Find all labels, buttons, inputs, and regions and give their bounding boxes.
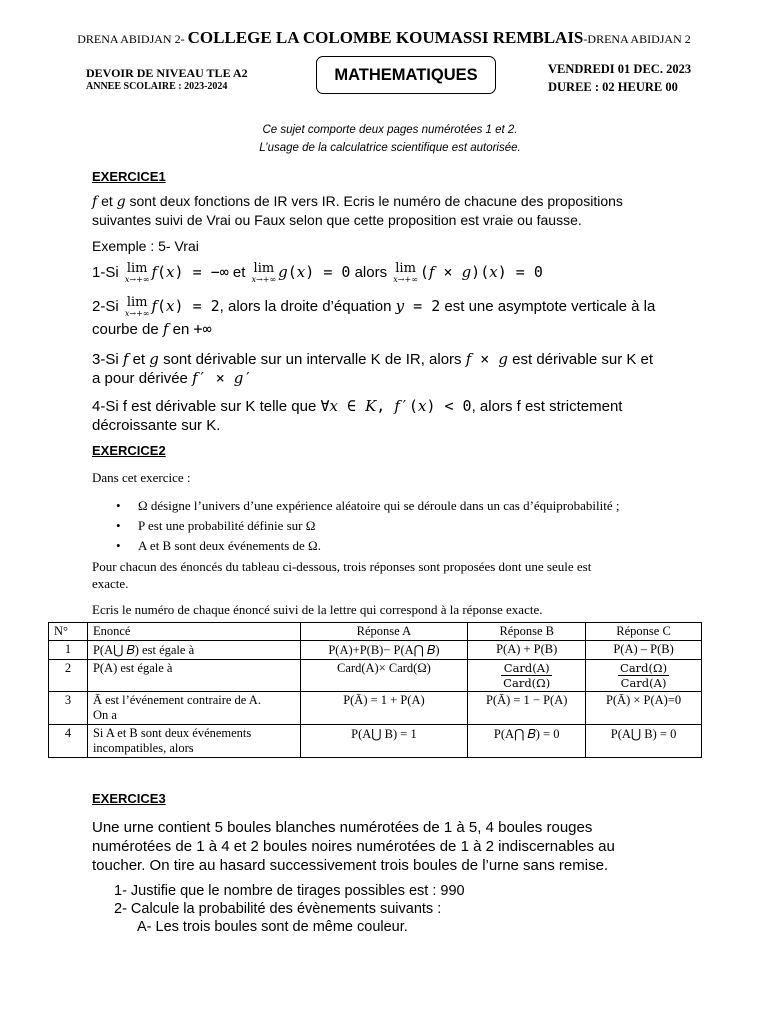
notice-line-2: L’usage de la calculatrice scientifique est autorisée. [259,142,521,154]
table-header-row [49,623,702,641]
drena-left: DRENA ABIDJAN 2- [77,32,185,46]
enonce-cell: Ā est l’événement contraire de A. On a [87,692,300,725]
ex3-statement: Une urne contient 5 boules blanches numérotées de 1 à 5, 4 boules rouges numérotées de 1 à 4 et 2 boules noires numérotées de 1 à 2 indiscernables au toucher. On tire au hasard successivement trois boules de l’urne sans remise. [92,819,615,874]
subject-title: MATHEMATIQUES [334,65,478,84]
ex1-prop-2: 2-Si lim x→+∞ f(x) = 2, alors la droite d’équation y = 2 est une asymptote verticale à la courbe de f en +∞ [92,295,656,338]
header-cell: Réponse B [468,623,586,641]
enonce-cell: P(A⋃ 𝐵) est égale à [87,641,300,660]
list-item: • A et B sont deux événements de Ω. [92,536,712,556]
ex2-paragraph-1: Pour chacun des énoncés du tableau ci-dessous, trois réponses sont proposées dont une seule est exacte. [92,559,592,591]
school-name: COLLEGE LA COLOMBE KOUMASSI REMBLAIS [187,28,584,47]
notice-line-1: Ce sujet comporte deux pages numérotées 1 et 2. [262,124,518,136]
list-item: • P est une probabilité définie sur Ω [92,516,712,536]
ex3-questions [114,882,714,936]
reponse-a-cell: Card(A)× Card(Ω) [300,660,468,692]
ex1-intro: f et g sont deux fonctions de IR vers IR. Ecris le numéro de chacune des propositions suivantes suivi de Vrai ou Faux selon que cette proposition est vraie ou fausse. [92,193,623,228]
question-2a: A- Les trois boules sont de même couleur. [137,919,408,935]
reponse-b-cell: P(A) + P(B) [468,641,586,660]
ex2-bullet-list [92,496,712,556]
drena-right: -DRENA ABIDJAN 2 [583,32,691,46]
reponse-b-cell [468,660,586,692]
ex2-paragraph-2: Ecris le numéro de chaque énoncé suivi de la lettre qui correspond à la réponse exacte. [92,602,543,617]
row-number: 1 [49,641,88,660]
table-row [49,692,702,725]
fraction: $\frac{\text{Card(Ω)}}{\text{Card(A)}}$ [620,661,668,690]
reponse-a-cell: P(A)+P(B)− P(A⋂ 𝐵) [300,641,468,660]
reponse-c-cell: P(A⋃ B) = 0 [586,725,702,758]
list-item: • Ω désigne l’univers d’une expérience aléatoire qui se déroule dans un cas d’équiprobabilité ; [92,496,712,516]
ex1-example: Exemple : 5- Vrai [92,238,199,254]
reponse-c-cell: P(Ā) × P(A)=0 [586,692,702,725]
header-cell: Réponse C [586,623,702,641]
exam-date: VENDREDI 01 DEC. 2023 [548,62,692,76]
header-cell: Enoncé [87,623,300,641]
exercice2-title: EXERCICE2 [92,443,166,458]
enonce-cell: Si A et B sont deux événements incompatibles, alors [87,725,300,758]
row-number: 3 [49,692,88,725]
reponse-b-cell: P(A⋂ 𝐵) = 0 [468,725,586,758]
row-number: 4 [49,725,88,758]
table-row [49,725,702,758]
annee-scolaire: ANNEE SCOLAIRE : 2023-2024 [86,81,228,92]
question-2: 2- Calcule la probabilité des évènements suivants : [114,901,442,917]
table-row [49,641,702,660]
school-header-line [0,28,768,49]
ex1-prop-3: 3-Si f et g sont dérivable sur un intervalle K de IR, alors f × g est dérivable sur K et a pour dérivée f′ × g′ [92,350,654,387]
subject-box [316,56,496,94]
table-row [49,660,702,692]
header-cell: Réponse A [300,623,468,641]
ex1-prop-1: 1-Si lim x→+∞ f(x) = −∞ et lim x→+∞ g(x) = 0 alors lim x→+∞ (f × g)(x) = 0 [92,261,543,284]
ex1-prop-4: 4-Si f est dérivable sur K telle que ∀x ∈ K, f′(x) < 0, alors f est strictement décroissante sur K. [92,397,623,434]
reponse-a-cell: P(Ā) = 1 + P(A) [300,692,468,725]
enonce-cell: P(A) est égale à [87,660,300,692]
devoir-label: DEVOIR DE NIVEAU TLE A2 [86,66,248,80]
header-cell: N° [49,623,88,641]
qcm-table [48,622,702,758]
notice [0,121,768,157]
exam-duration: DUREE : 02 HEURE 00 [548,80,678,94]
exercice1-title: EXERCICE1 [92,169,166,184]
exercice3-title: EXERCICE3 [92,791,166,806]
reponse-c-cell: P(A) – P(B) [586,641,702,660]
question-1: 1- Justifie que le nombre de tirages possibles est : 990 [114,883,465,899]
reponse-a-cell: P(A⋃ B) = 1 [300,725,468,758]
reponse-b-cell: P(Ā) = 1 − P(A) [468,692,586,725]
fraction: $\frac{\text{Card(A)}}{\text{Card(Ω)}}$ [503,661,551,690]
reponse-c-cell [586,660,702,692]
row-number: 2 [49,660,88,692]
ex2-intro: Dans cet exercice : [92,470,191,485]
